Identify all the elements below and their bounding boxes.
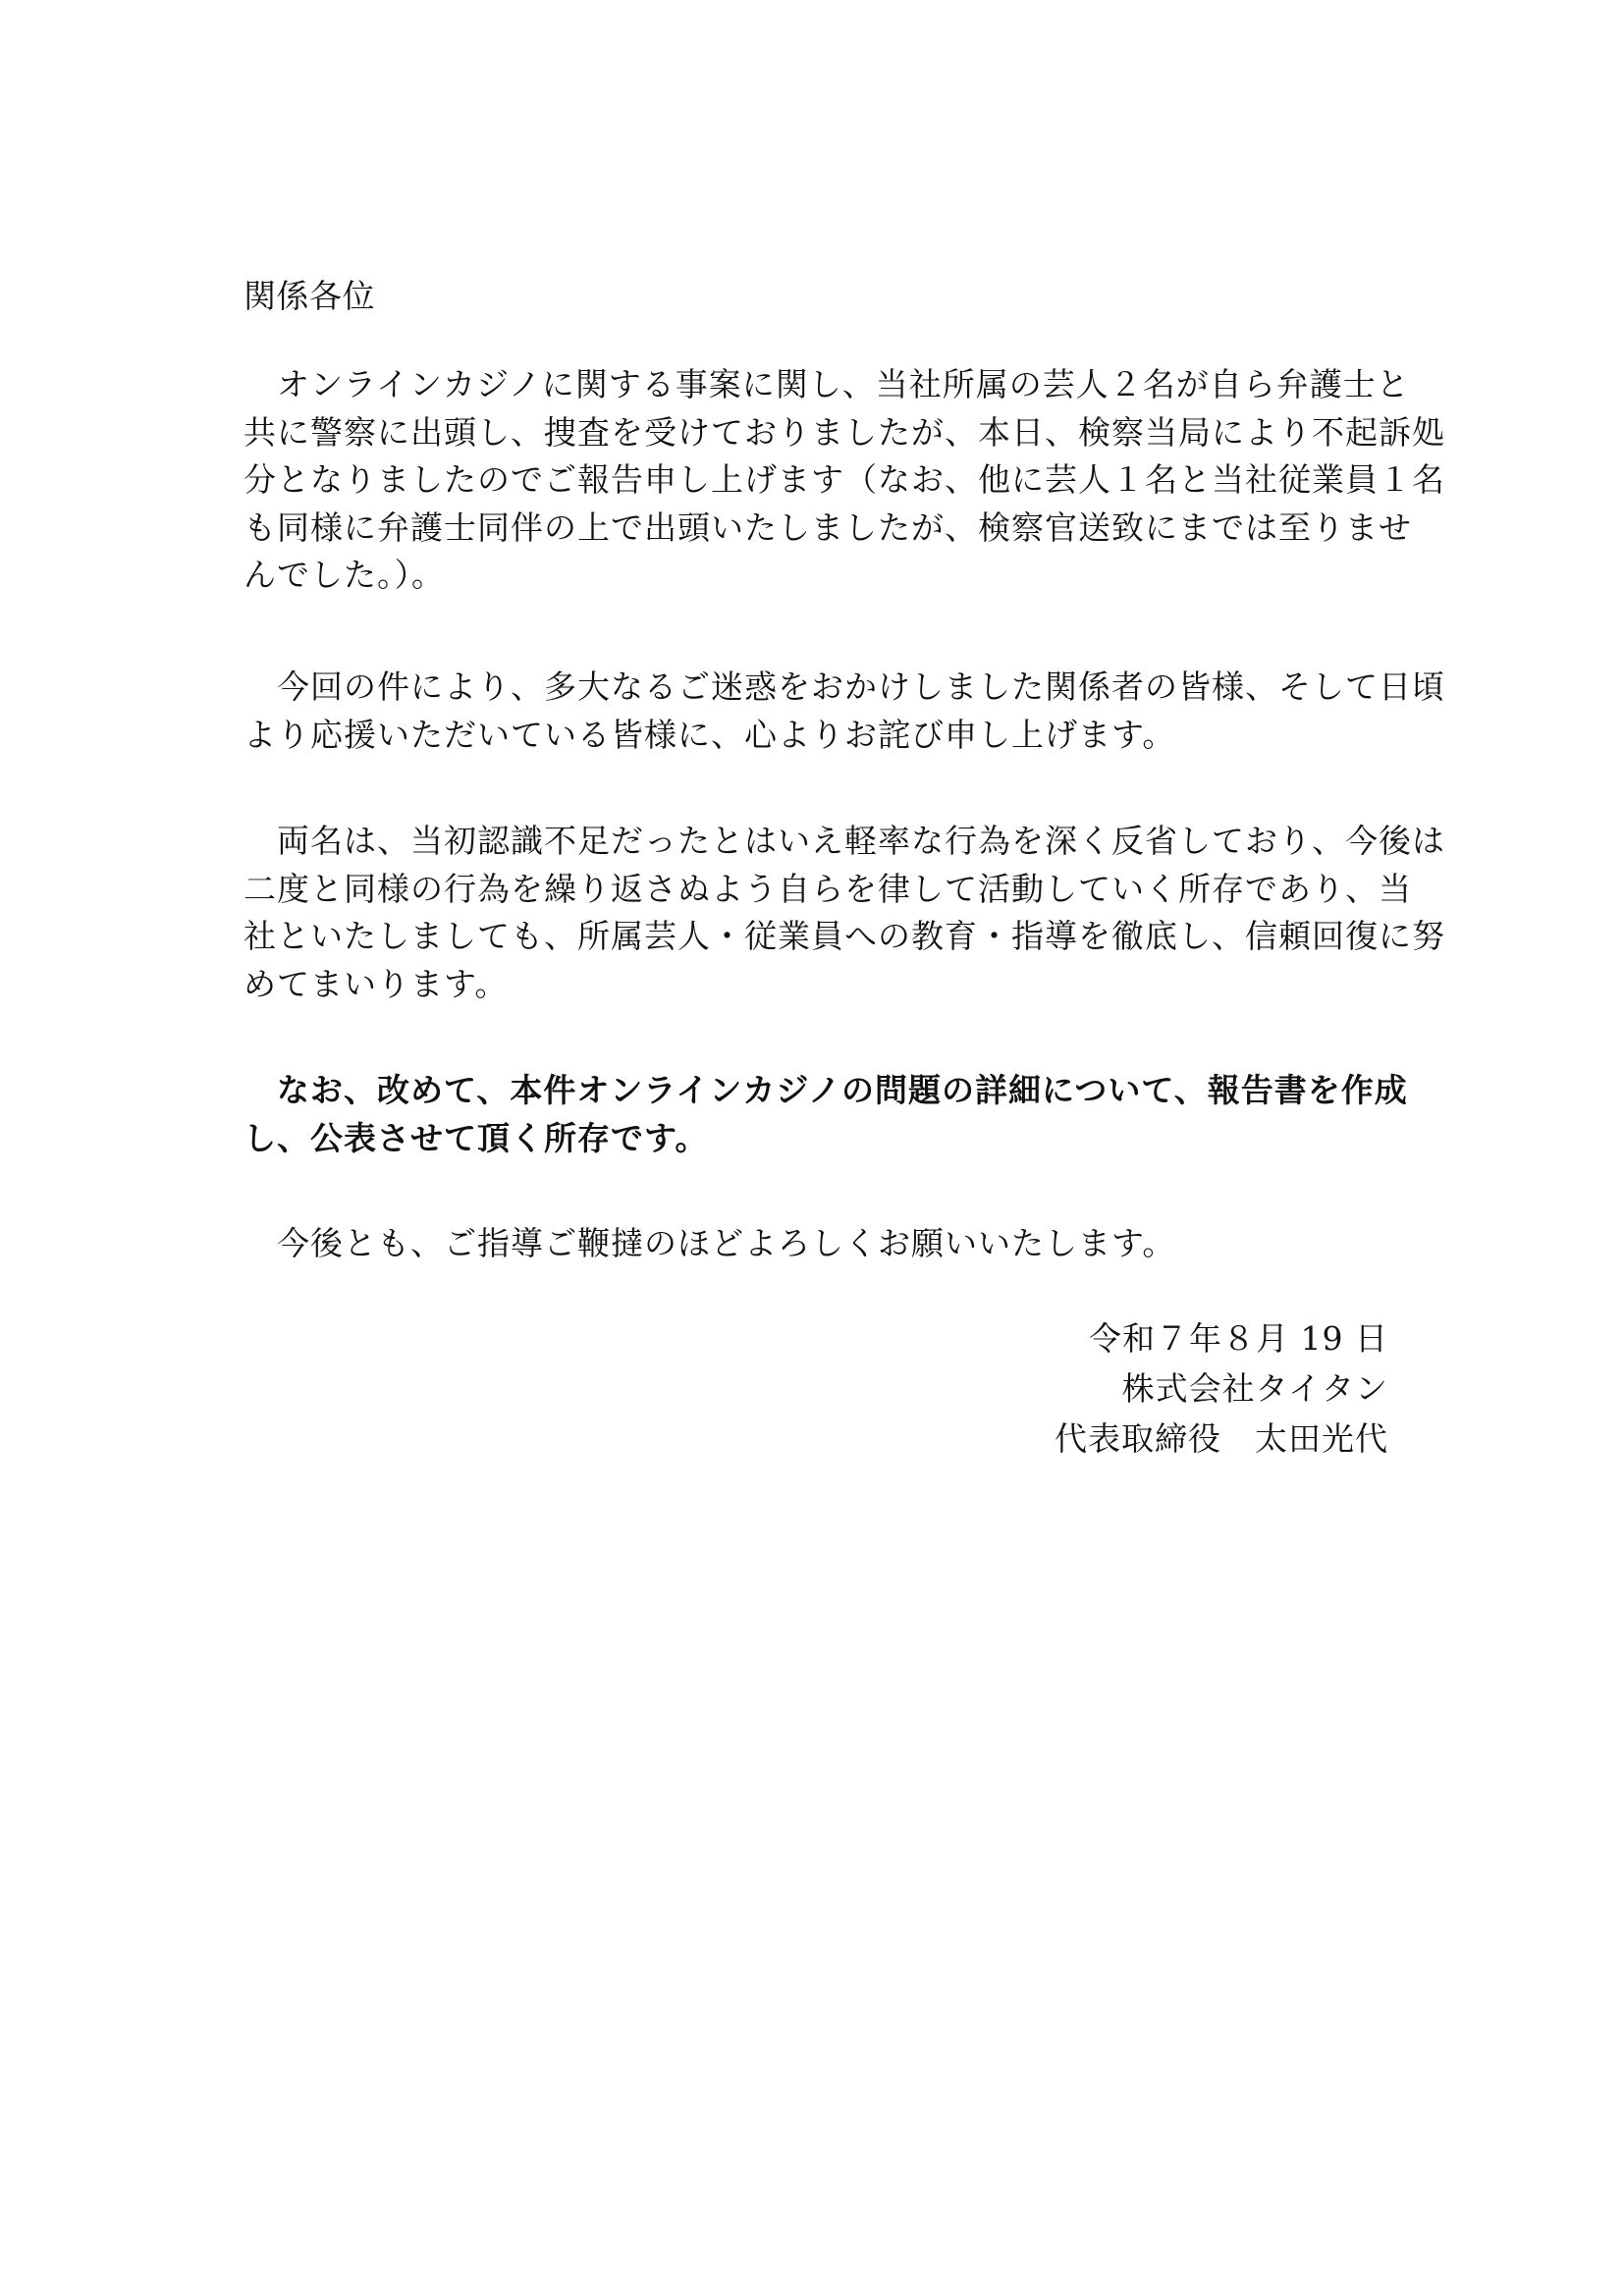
- paragraph-5: [244, 1220, 1382, 1268]
- paragraph-4-line-1: なお、改めて、本件オンラインカジノの問題の詳細について、報告書を作成: [244, 1071, 1408, 1109]
- paragraph-1-line-2: 共に警察に出頭し、捜査を受けておりましたが、本日、検察当局により不起訴処: [244, 412, 1445, 452]
- paragraph-3-line-2: 二度と同様の行為を繰り返さぬよう自らを律して活動していく所存であり、当: [244, 869, 1412, 908]
- paragraph-1-line-4: も同様に弁護士同伴の上で出頭いたしましたが、検察官送致にまでは至りませ: [244, 507, 1412, 547]
- signature-company: 株式会社タイタン: [1121, 1369, 1388, 1408]
- paragraph-1-line-3: 分となりましたのでご報告申し上げます（なお、他に芸人１名と当社従業員１名: [244, 460, 1445, 499]
- addressee: 関係各位: [244, 277, 375, 315]
- paragraph-2-line-1: 今回の件により、多大なるご迷惑をおかけしました関係者の皆様、そして日頃: [244, 667, 1445, 706]
- paragraph-3-line-3: 社といたしましても、所属芸人・従業員への教育・指導を徹底し、信頼回復に努: [244, 917, 1445, 955]
- signature-representative: 代表取締役 太田光代: [1055, 1419, 1388, 1458]
- paragraph-4-emphasis: [244, 1067, 1408, 1162]
- paragraph-2-line-2: より応援いただいている皆様に、心よりお詫び申し上げます。: [244, 715, 1176, 754]
- paragraph-5-line-1: 今後とも、ご指導ご鞭撻のほどよろしくお願いいたします。: [244, 1224, 1176, 1262]
- paragraph-3: [244, 818, 1445, 1008]
- paragraph-2: [244, 664, 1445, 759]
- paragraph-1-line-1: オンラインカジノに関する事案に関し、当社所属の芸人２名が自ら弁護士と: [244, 365, 1410, 403]
- paragraph-1: [244, 361, 1445, 600]
- paragraph-4-line-2: し、公表させて頂く所存です。: [244, 1118, 709, 1157]
- paragraph-1-line-5: んでした。）。: [244, 556, 445, 594]
- paragraph-3-line-1: 両名は、当初認識不足だったとはいえ軽率な行為を深く反省しており、今後は: [244, 822, 1445, 860]
- paragraph-3-line-4: めてまいります。: [244, 964, 509, 1003]
- signature-date: 令和７年８月 19 日: [1089, 1319, 1388, 1358]
